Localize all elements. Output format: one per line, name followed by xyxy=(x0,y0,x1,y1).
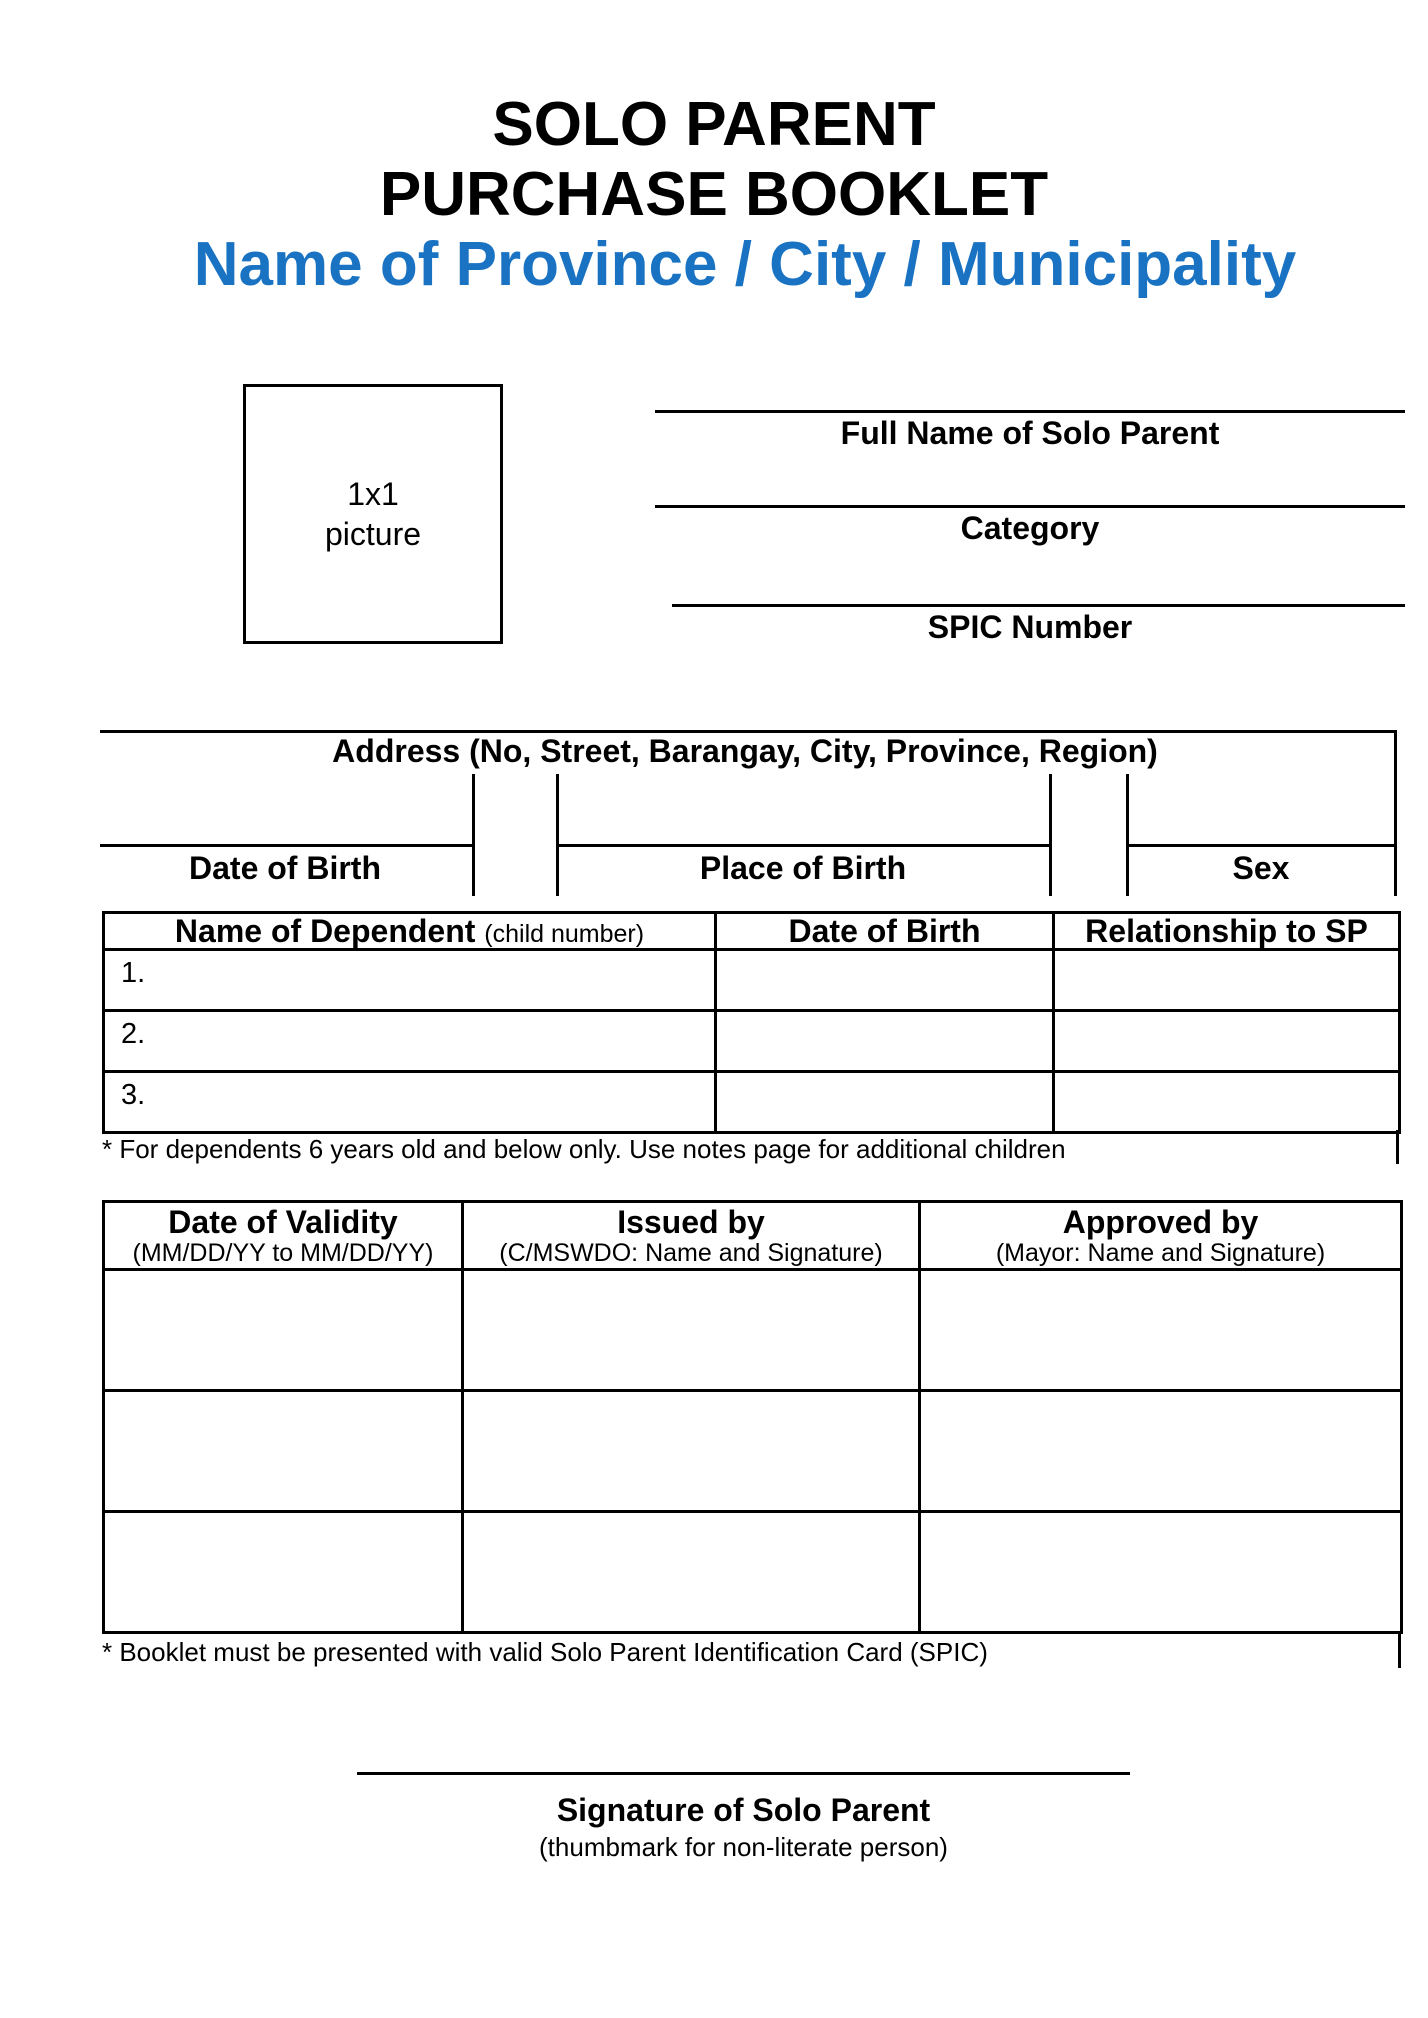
approved-header-label: Approved by xyxy=(1062,1204,1259,1240)
approved-cell[interactable] xyxy=(920,1391,1402,1512)
dependents-table xyxy=(102,911,1401,1134)
dob-label: Date of Birth xyxy=(189,850,381,886)
signature-title: Signature of Solo Parent xyxy=(556,1792,931,1828)
signature-subtitle: (thumbmark for non-literate person) xyxy=(539,1832,948,1862)
issued-cell[interactable] xyxy=(463,1270,920,1391)
approved-header-sub: (Mayor: Name and Signature) xyxy=(995,1239,1326,1267)
issued-header-sub: (C/MSWDO: Name and Signature) xyxy=(499,1239,883,1267)
spic-number-label: SPIC Number xyxy=(927,609,1133,645)
category-label: Category xyxy=(960,510,1100,546)
dependent-name-cell[interactable]: 1. xyxy=(104,950,716,1011)
validity-note: * Booklet must be presented with valid Solo Parent Identification Card (SPIC) xyxy=(102,1637,988,1667)
dependent-row xyxy=(104,1072,1400,1133)
issued-cell[interactable] xyxy=(463,1391,920,1512)
dependent-dob-header xyxy=(716,913,1054,950)
dob-divider-left xyxy=(472,774,475,896)
dependent-relationship-header-label: Relationship to SP xyxy=(1085,913,1368,949)
dependent-relationship-cell[interactable] xyxy=(1054,1072,1400,1133)
issued-header xyxy=(463,1202,920,1270)
dependent-relationship-cell[interactable] xyxy=(1054,950,1400,1011)
validity-header-sub: (MM/DD/YY to MM/DD/YY) xyxy=(132,1239,434,1267)
title-line-1: SOLO PARENT xyxy=(492,90,936,159)
sex-line[interactable] xyxy=(1126,844,1396,847)
photo-box[interactable] xyxy=(243,384,503,644)
pob-line[interactable] xyxy=(556,844,1050,847)
validity-row xyxy=(104,1512,1402,1633)
dependent-relationship-cell[interactable] xyxy=(1054,1011,1400,1072)
category-line[interactable] xyxy=(655,505,1405,508)
title-line-2: PURCHASE BOOKLET xyxy=(379,160,1049,229)
dob-line[interactable] xyxy=(100,844,473,847)
validity-note-border xyxy=(1398,1634,1401,1668)
approved-cell[interactable] xyxy=(920,1512,1402,1633)
dependent-name-cell[interactable]: 3. xyxy=(104,1072,716,1133)
dependent-row xyxy=(104,1011,1400,1072)
validity-table xyxy=(102,1200,1403,1634)
validity-header-label: Date of Validity xyxy=(168,1204,398,1240)
spic-number-line[interactable] xyxy=(672,604,1405,607)
issued-header-label: Issued by xyxy=(617,1204,765,1240)
validity-cell[interactable] xyxy=(104,1391,463,1512)
dependents-note-border xyxy=(1396,1130,1399,1164)
dependent-dob-header-label: Date of Birth xyxy=(788,913,981,949)
dependent-relationship-header xyxy=(1054,913,1400,950)
validity-header xyxy=(104,1202,463,1270)
dependent-dob-cell[interactable] xyxy=(716,1011,1054,1072)
dependent-name-header-sub: (child number) xyxy=(484,920,645,948)
full-name-line[interactable] xyxy=(655,410,1405,413)
location-title: Name of Province / City / Municipality xyxy=(193,230,1297,299)
pob-label: Place of Birth xyxy=(699,850,907,886)
photo-label-line2: picture xyxy=(324,516,422,552)
dependent-name-header xyxy=(104,913,716,950)
validity-row xyxy=(104,1270,1402,1391)
dependent-name-header-label: Name of Dependent xyxy=(174,913,476,949)
dependent-row xyxy=(104,950,1400,1011)
signature-line[interactable] xyxy=(357,1772,1130,1775)
dependent-dob-cell[interactable] xyxy=(716,1072,1054,1133)
sex-label: Sex xyxy=(1232,850,1290,886)
dependents-note: * For dependents 6 years old and below only. Use notes page for additional children xyxy=(102,1134,1066,1164)
full-name-label: Full Name of Solo Parent xyxy=(840,415,1220,451)
address-label: Address (No, Street, Barangay, City, Province, Region) xyxy=(332,733,1158,769)
validity-row xyxy=(104,1391,1402,1512)
validity-cell[interactable] xyxy=(104,1270,463,1391)
issued-cell[interactable] xyxy=(463,1512,920,1633)
approved-cell[interactable] xyxy=(920,1270,1402,1391)
dependent-name-cell[interactable]: 2. xyxy=(104,1011,716,1072)
photo-label-line1: 1x1 xyxy=(347,476,399,512)
approved-header xyxy=(920,1202,1402,1270)
validity-cell[interactable] xyxy=(104,1512,463,1633)
dependent-dob-cell[interactable] xyxy=(716,950,1054,1011)
